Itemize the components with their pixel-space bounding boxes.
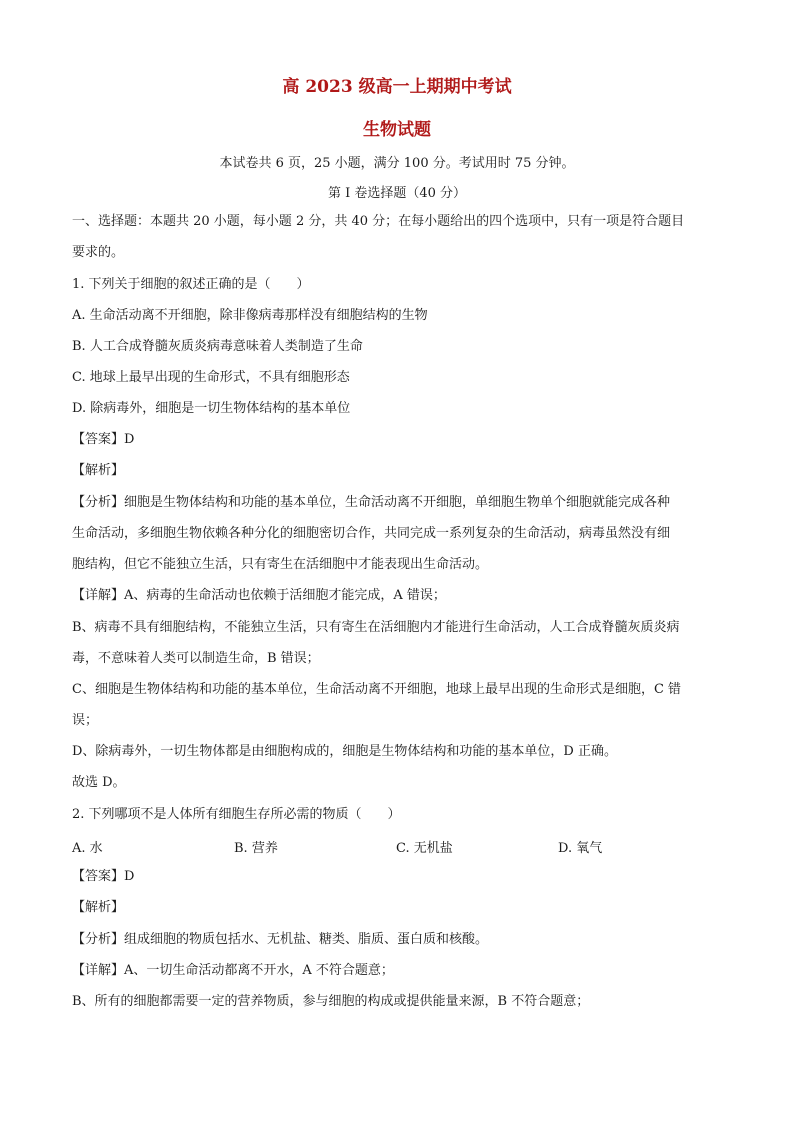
instructions-line-2: 要求的。 — [72, 245, 125, 260]
q1-option-c: C. 地球上最早出现的生命形式，不具有细胞形态 — [72, 370, 350, 385]
q1-fenxi-line-3: 胞结构，但它不能独立生活，只有寄生在活细胞中才能表现出生命活动。 — [72, 557, 489, 572]
q2-detail-line-1: 【详解】A、一切生命活动都离不开水，A 不符合题意； — [72, 963, 394, 978]
instructions-line-1: 一、选择题：本题共 20 小题，每小题 2 分，共 40 分；在每小题给出的四个选项中，只有一项是符合题目 — [72, 214, 685, 229]
q2-option-a: A. 水 — [72, 841, 103, 856]
exam-subtitle: 生物试题 — [363, 120, 431, 140]
q1-option-a: A. 生命活动离不开细胞，除非像病毒那样没有细胞结构的生物 — [72, 308, 428, 323]
q1-detail-line-4: C、细胞是生物体结构和功能的基本单位，生命活动离不开细胞，地球上最早出现的生命形式是细胞，C 错 — [72, 682, 682, 697]
q1-detail-line-3: 毒，不意味着人类可以制造生命，B 错误； — [72, 651, 320, 666]
q2-option-b: B. 营养 — [234, 841, 278, 856]
q2-fenxi: 【分析】组成细胞的物质包括水、无机盐、糖类、脂质、蛋白质和核酸。 — [72, 932, 489, 947]
q1-detail-line-2: B、病毒不具有细胞结构，不能独立生活，只有寄生在活细胞内才能进行生命活动，人工合成脊髓灰质炎病 — [72, 620, 680, 635]
q2-option-d: D. 氧气 — [558, 841, 603, 856]
q1-fenxi-line-1: 【分析】细胞是生物体结构和功能的基本单位，生命活动离不开细胞，单细胞生物单个细胞就能完成各种 — [72, 495, 671, 510]
q1-option-d: D. 除病毒外，细胞是一切生物体结构的基本单位 — [72, 401, 351, 416]
q1-detail-line-5: 误； — [72, 713, 99, 728]
q1-analysis-label: 【解析】 — [72, 463, 125, 478]
exam-info: 本试卷共 6 页，25 小题，满分 100 分。考试用时 75 分钟。 — [219, 156, 575, 171]
exam-title: 高 2023 级高一上期期中考试 — [282, 77, 512, 97]
q1-conclusion: 故选 D。 — [72, 775, 126, 790]
q1-stem: 1. 下列关于细胞的叙述正确的是（ ） — [72, 277, 310, 292]
q2-analysis-label: 【解析】 — [72, 900, 125, 915]
q2-detail-line-2: B、所有的细胞都需要一定的营养物质，参与细胞的构成或提供能量来源，B 不符合题意； — [72, 994, 590, 1009]
section-heading: 第 I 卷选择题（40 分） — [327, 186, 467, 201]
q2-option-c: C. 无机盐 — [396, 841, 453, 856]
q1-option-b: B. 人工合成脊髓灰质炎病毒意味着人类制造了生命 — [72, 339, 363, 354]
q1-answer: 【答案】D — [72, 432, 135, 447]
q2-stem: 2. 下列哪项不是人体所有细胞生存所必需的物质（ ） — [72, 807, 401, 822]
q1-detail-line-6: D、除病毒外，一切生物体都是由细胞构成的，细胞是生物体结构和功能的基本单位，D 正确。 — [72, 744, 617, 759]
q1-detail-line-1: 【详解】A、病毒的生命活动也依赖于活细胞才能完成，A 错误； — [72, 588, 446, 603]
q1-fenxi-line-2: 生命活动，多细胞生物依赖各种分化的细胞密切合作，共同完成一系列复杂的生命活动，病毒虽然没有细 — [72, 526, 671, 541]
q2-answer: 【答案】D — [72, 869, 135, 884]
